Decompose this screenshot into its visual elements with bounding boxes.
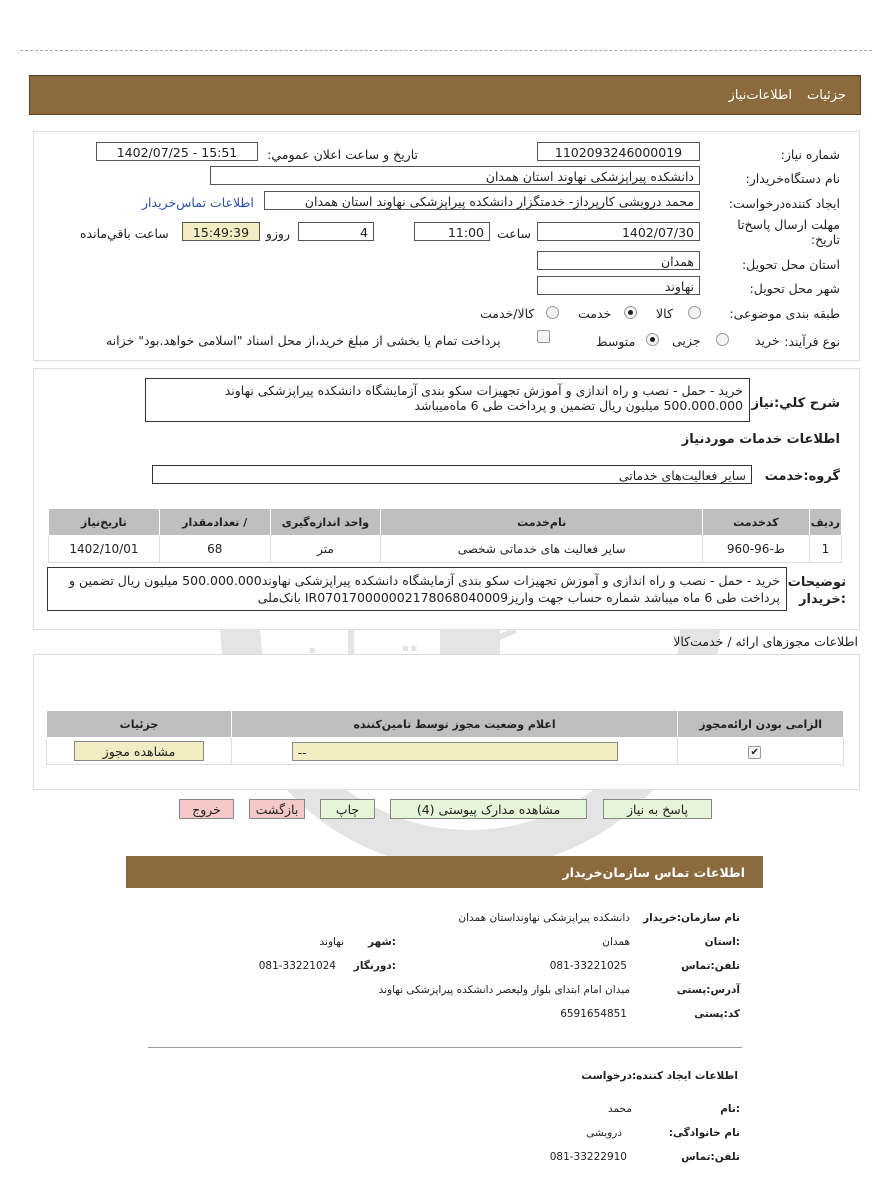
announce-label: تاریخ و ساعت اعلان عمومي: xyxy=(267,147,418,162)
deadline-time-label: ساعت xyxy=(496,226,531,241)
deadline-date-field: 1402/07/30 xyxy=(537,222,700,241)
creator-family-label: نام خانوادگی: xyxy=(668,1127,740,1139)
print-button[interactable]: چاپ xyxy=(320,799,375,819)
col-name-header: نام‌خدمت xyxy=(381,509,703,536)
contact-fax-label: :دورنگار xyxy=(353,960,396,972)
days-label: روزو xyxy=(265,226,290,241)
cell-date: 1402/10/01 xyxy=(49,536,160,563)
buyer-org-field: دانشکده پیراپزشکی نهاوند استان همدان xyxy=(210,166,700,185)
services-title: اطلاعات خدمات موردنیاز xyxy=(681,432,840,447)
creator-field: محمد درویشی کارپرداز- خدمتگزار دانشکده پیراپزشکی نهاوند استان همدان xyxy=(264,191,700,210)
creator-info-title: اطلاعات ایجاد کننده:درخواست xyxy=(581,1070,738,1082)
category-goods-service-label: کالا/خدمت xyxy=(480,306,535,321)
city-field: نهاوند xyxy=(537,276,700,295)
process-buy-label: خرید xyxy=(755,333,780,348)
contact-province-label: :استان xyxy=(704,936,740,948)
cell-code: ط-96-960 xyxy=(703,536,810,563)
reply-button[interactable]: پاسخ به نیاز xyxy=(603,799,712,819)
contact-postal-value: 6591654851 xyxy=(560,1008,627,1020)
cell-qty: 68 xyxy=(159,536,270,563)
permits-title: اطلاعات مجوزهای ارائه / خدمت‌کالا xyxy=(673,634,858,649)
permit-required-checkbox[interactable]: ✔ xyxy=(748,746,761,759)
table-row xyxy=(47,738,844,765)
need-number-field: 1102093246000019 xyxy=(537,142,700,161)
tab-details[interactable]: جزئیات xyxy=(807,88,846,103)
deadline-label: مهلت ارسال پاسخ‌تا تاریخ: xyxy=(737,217,840,247)
creator-name-label: :نام xyxy=(720,1103,740,1115)
description-label: شرح کلي:نیاز xyxy=(751,396,840,411)
contact-city-label: :شهر xyxy=(368,936,396,948)
top-divider xyxy=(20,50,872,51)
contact-title: اطلاعات تماس سازمان‌خریدار xyxy=(562,865,745,880)
contact-postal-label: کد:پستی xyxy=(694,1008,740,1020)
category-service-radio[interactable] xyxy=(624,306,637,319)
col-status-header: اعلام وضعیت مجوز توسط تامین‌کننده xyxy=(231,711,677,738)
creator-phone-value: 081-33222910 xyxy=(549,1151,627,1163)
page-header xyxy=(29,75,861,115)
contact-header xyxy=(126,856,763,888)
attachments-button[interactable]: مشاهده مدارک پیوستی (4) xyxy=(390,799,587,819)
process-partial-radio[interactable] xyxy=(716,333,729,346)
permit-status-field: -- xyxy=(292,742,618,761)
contact-org-label: نام سازمان:خریدار xyxy=(643,912,740,924)
back-button[interactable]: بازگشت xyxy=(249,799,305,819)
contact-address-label: آدرس:پستی xyxy=(676,984,740,996)
group-field: سایر فعالیت‌های خدماتی xyxy=(152,465,752,484)
col-code-header: کدخدمت xyxy=(703,509,810,536)
group-label: گروه:خدمت xyxy=(764,469,840,484)
contact-org-value: دانشکده پیراپزشکی نهاوند‌استان همدان xyxy=(458,912,630,924)
contact-fax-value: 081-33221024 xyxy=(258,960,336,972)
category-goods-radio[interactable] xyxy=(688,306,701,319)
remaining-time-label: ساعت باقي‌مانده xyxy=(80,226,169,241)
process-label: نوع فرآیند: xyxy=(784,334,840,349)
col-qty-header: / تعدادمقدار xyxy=(159,509,270,536)
col-required-header: الزامی بودن ارائه‌مجوز xyxy=(678,711,844,738)
buyer-contact-link[interactable]: اطلاعات تماس‌خریدار xyxy=(142,195,254,210)
process-medium-radio[interactable] xyxy=(646,333,659,346)
announce-field: 1402/07/25 - 15:51 xyxy=(96,142,258,161)
days-field: 4 xyxy=(298,222,374,241)
creator-name-value: محمد xyxy=(608,1103,632,1115)
tab-need-info[interactable]: اطلاعات‌نیاز xyxy=(728,88,792,103)
province-label: استان محل تحویل: xyxy=(741,257,840,272)
col-date-header: تاریخ‌نیاز xyxy=(49,509,160,536)
deadline-time-field: 11:00 xyxy=(414,222,490,241)
treasury-payment-checkbox[interactable] xyxy=(537,330,550,343)
description-text: خرید - حمل - نصب و راه اندازی و آموزش تجهیزات سکو بندی آزمایشگاه دانشکده پیراپزشکی نهاوند 500.000.000 میلیون ریال تضمین و پرداخت طی 6 ماه‌میباشد xyxy=(145,378,750,422)
need-number-label: شماره نیاز: xyxy=(780,147,840,162)
contact-city-value: نهاوند xyxy=(319,936,344,948)
col-row-header: ردیف xyxy=(809,509,841,536)
creator-family-value: درویشی xyxy=(586,1127,622,1139)
col-details-header: جزئیات xyxy=(47,711,232,738)
contact-phone-value: 081-33221025 xyxy=(549,960,627,972)
category-goods-label: کالا xyxy=(656,306,673,321)
buyer-notes-text: خرید - حمل - نصب و راه اندازی و آموزش تجهیزات سکو بندی آزمایشگاه دانشکده پیراپزشکی نهاوند500.000.000 میلیون ریال تضمین و پرداخت طی 6 ماه میباشد شماره حساب جهت واریزIR070170000002178068040009 بانک‌ملی xyxy=(47,567,787,611)
remaining-time-field: 15:49:39 xyxy=(182,222,260,241)
treasury-payment-note: پرداخت تمام یا بخشی از مبلغ خرید،از محل اسناد "اسلامی خواهد.بود" خزانه xyxy=(106,333,501,348)
category-label: طبقه بندی موضوعی: xyxy=(729,306,840,321)
cell-name: سایر فعالیت های خدماتی شخصی xyxy=(381,536,703,563)
category-goods-service-radio[interactable] xyxy=(546,306,559,319)
city-label: شهر محل تحویل: xyxy=(749,281,840,296)
province-field: همدان xyxy=(537,251,700,270)
table-row xyxy=(49,536,842,563)
process-partial-label: جزیی xyxy=(672,333,701,348)
view-permit-button[interactable]: مشاهده مجوز xyxy=(74,741,204,761)
buyer-notes-label: توضیحات :خریدار xyxy=(787,575,846,607)
exit-button[interactable]: خروج xyxy=(179,799,234,819)
contact-address-value: میدان امام ابتدای بلوار ولیعصر دانشکده پیراپزشکی نهاوند xyxy=(378,984,630,996)
col-unit-header: واحد اندازه‌گیری xyxy=(270,509,381,536)
creator-phone-label: تلفن:تماس xyxy=(681,1151,740,1163)
contact-phone-label: تلفن:تماس xyxy=(681,960,740,972)
permits-table xyxy=(46,710,844,765)
cell-unit: متر xyxy=(270,536,381,563)
category-service-label: خدمت xyxy=(578,306,612,321)
process-medium-label: متوسط xyxy=(596,334,636,349)
contact-province-value: همدان xyxy=(602,936,630,948)
creator-label: ایجاد کننده‌درخواست: xyxy=(728,196,840,211)
services-table xyxy=(48,508,842,563)
buyer-org-label: نام دستگاه‌خریدار: xyxy=(745,171,840,186)
cell-row: 1 xyxy=(809,536,841,563)
contact-divider xyxy=(148,1047,742,1048)
